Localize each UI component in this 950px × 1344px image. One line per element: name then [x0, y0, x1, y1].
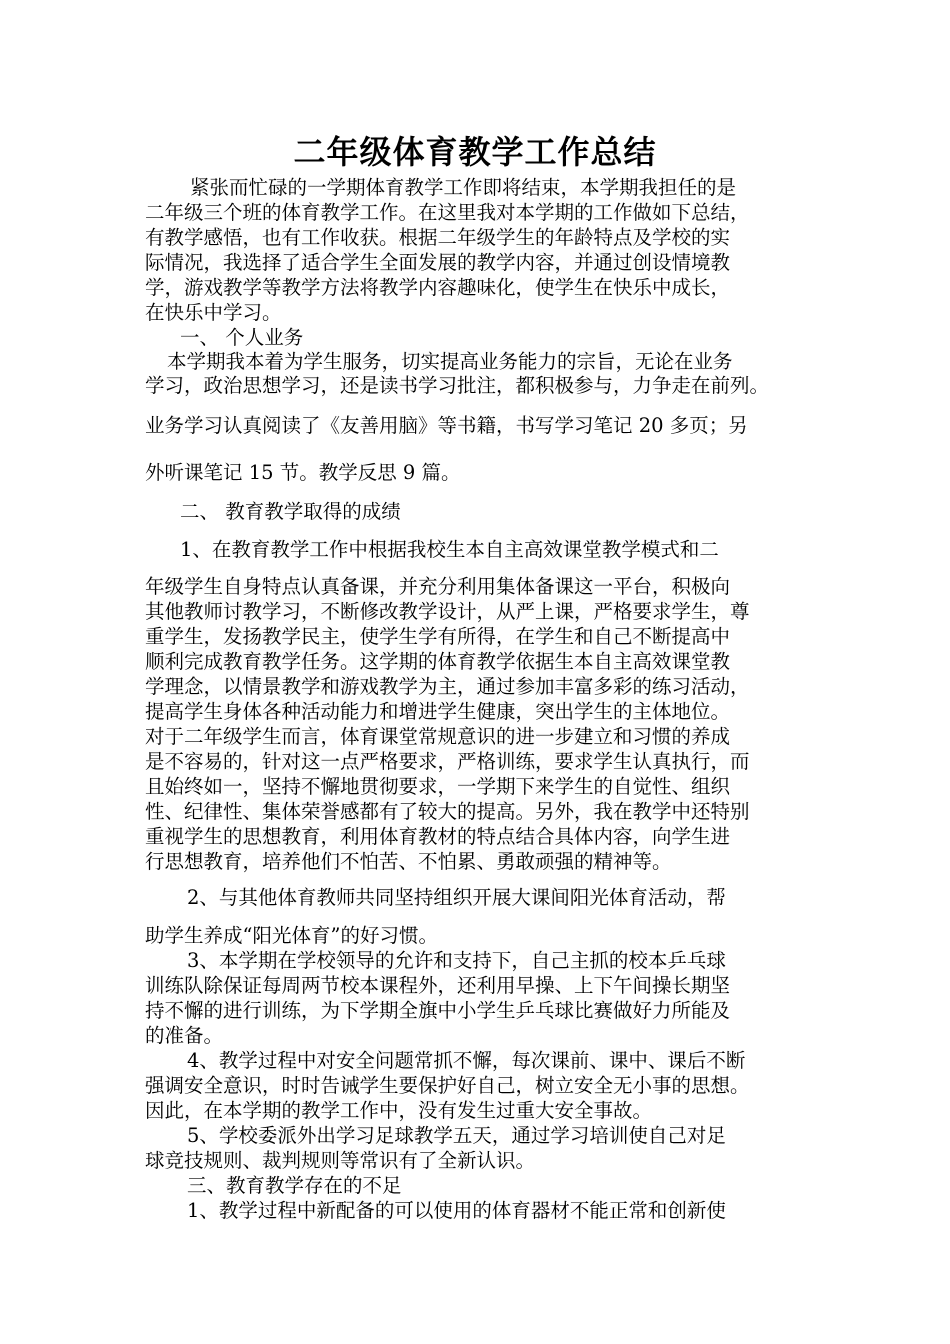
paragraph-line: 年级学生自身特点认真备课，并充分利用集体备课这一平台，积极向: [145, 575, 731, 598]
paragraph-line: 重学生，发扬教学民主，使学生学有所得，在学生和自己不断提高中: [145, 625, 731, 648]
paragraph-line: 因此，在本学期的教学工作中，没有发生过重大安全事故。: [145, 1099, 653, 1122]
paragraph-line: 其他教师讨教学习，不断修改教学设计，从严上课，严格要求学生，尊: [145, 600, 750, 623]
paragraph-line: 训练队除保证每周两节校本课程外，还利用早操、上下午间操长期坚: [145, 974, 731, 997]
paragraph-line: 助学生养成“阳光体育”的好习惯。: [145, 924, 438, 947]
paragraph-line: 提高学生身体各种活动能力和增进学生健康，突出学生的主体地位。: [145, 700, 731, 723]
paragraph-line: 在快乐中学习。: [145, 301, 282, 324]
paragraph-line: 紧张而忙碌的一学期体育教学工作即将结束，本学期我担任的是: [190, 176, 737, 199]
paragraph-line: 是不容易的，针对这一点严格要求，严格训练，要求学生认真执行，而: [145, 750, 750, 773]
paragraph-line: 外听课笔记 15 节。教学反思 9 篇。: [145, 461, 461, 484]
paragraph-line: 4、教学过程中对安全问题常抓不懈，每次课前、课中、课后不断: [187, 1049, 746, 1072]
document-title: 二年级体育教学工作总结: [293, 133, 657, 171]
paragraph-line: 性、纪律性、集体荣誉感都有了较大的提高。另外，我在教学中还特别: [145, 800, 750, 823]
paragraph-line: 对于二年级学生而言，体育课堂常规意识的进一步建立和习惯的养成: [145, 725, 731, 748]
paragraph-line: 1、在教育教学工作中根据我校生本自主高效课堂教学模式和二: [180, 538, 719, 561]
paragraph-line: 强调安全意识，时时告诫学生要保护好自己，树立安全无小事的思想。: [145, 1074, 750, 1097]
paragraph-line: 学习，政治思想学习，还是读书学习批注，都积极参与，力争走在前列。: [145, 374, 770, 397]
paragraph-line: 的准备。: [145, 1024, 224, 1047]
section-heading: 二、 教育教学取得的成绩: [180, 500, 401, 523]
paragraph-line: 持不懈的进行训练，为下学期全旗中小学生乒乓球比赛做好力所能及: [145, 999, 731, 1022]
paragraph-line: 业务学习认真阅读了《友善用脑》等书籍，书写学习笔记 20 多页；另: [145, 414, 748, 437]
paragraph-line: 有教学感悟，也有工作收获。根据二年级学生的年龄特点及学校的实: [145, 226, 731, 249]
paragraph-line: 球竞技规则、裁判规则等常识有了全新认识。: [145, 1149, 536, 1172]
paragraph-line: 本学期我本着为学生服务，切实提高业务能力的宗旨，无论在业务: [167, 350, 733, 373]
paragraph-line: 际情况，我选择了适合学生全面发展的教学内容，并通过创设情境教: [145, 251, 731, 274]
section-heading: 三、教育教学存在的不足: [187, 1174, 402, 1197]
paragraph-line: 学，游戏教学等教学方法将教学内容趣味化，使学生在快乐中成长，: [145, 276, 731, 299]
paragraph-line: 1、教学过程中新配备的可以使用的体育器材不能正常和创新使: [187, 1199, 726, 1222]
paragraph-line: 学理念，以情景教学和游戏教学为主，通过参加丰富多彩的练习活动，: [145, 675, 750, 698]
section-heading: 一、 个人业务: [180, 326, 304, 349]
paragraph-line: 重视学生的思想教育，利用体育教材的特点结合具体内容，向学生进: [145, 825, 731, 848]
paragraph-line: 顺利完成教育教学任务。这学期的体育教学依据生本自主高效课堂教: [145, 650, 731, 673]
paragraph-line: 二年级三个班的体育教学工作。在这里我对本学期的工作做如下总结，: [145, 201, 750, 224]
paragraph-line: 3、本学期在学校领导的允许和支持下，自己主抓的校本乒乓球: [187, 949, 726, 972]
paragraph-line: 5、学校委派外出学习足球教学五天，通过学习培训使自己对足: [187, 1124, 726, 1147]
paragraph-line: 且始终如一，坚持不懈地贯彻要求，一学期下来学生的自觉性、组织: [145, 775, 731, 798]
paragraph-line: 行思想教育，培养他们不怕苦、不怕累、勇敢顽强的精神等。: [145, 850, 672, 873]
paragraph-line: 2、与其他体育教师共同坚持组织开展大课间阳光体育活动，帮: [187, 886, 726, 909]
